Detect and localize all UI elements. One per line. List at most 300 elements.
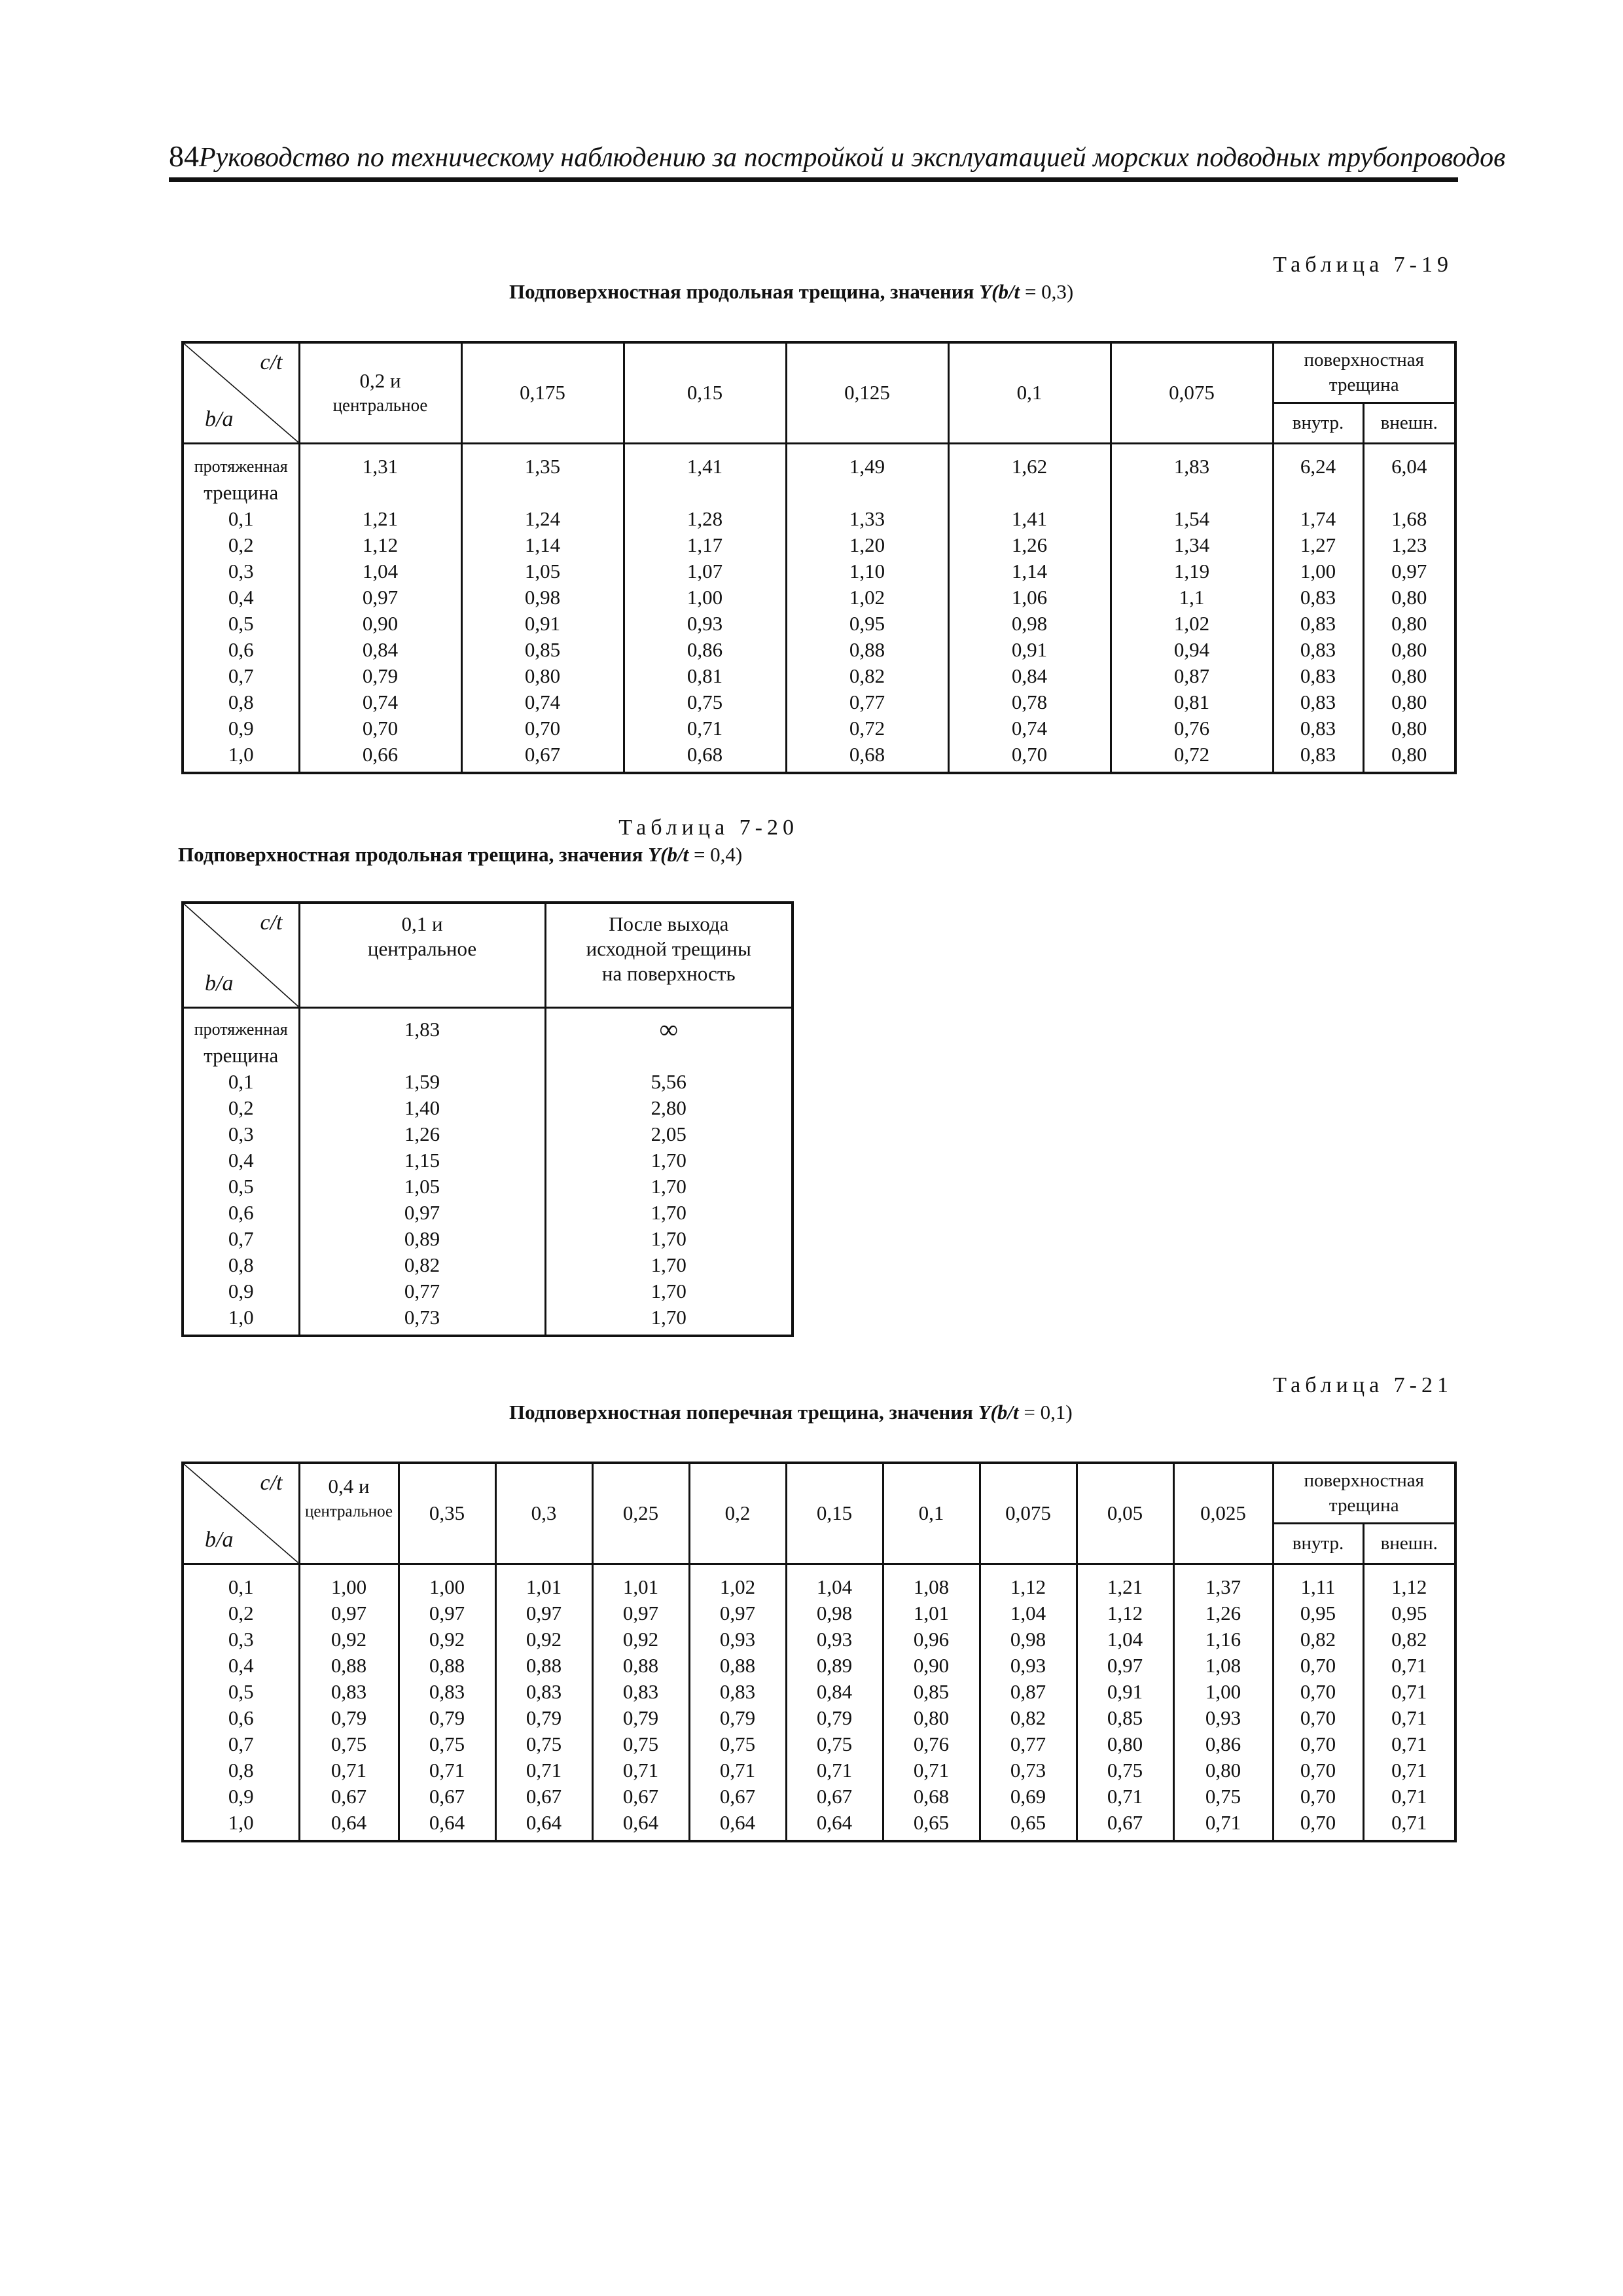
cell: 0,83 — [1273, 637, 1363, 663]
table-row — [183, 1121, 793, 1147]
cell: 1,00 — [399, 1564, 495, 1600]
cell: 1,05 — [461, 558, 624, 584]
surface-line2: трещина — [1329, 1495, 1399, 1516]
cell: 0,92 — [495, 1626, 592, 1653]
cell: 0,71 — [1363, 1653, 1455, 1679]
cell: 0,87 — [980, 1679, 1077, 1705]
cell: 1,02 — [689, 1564, 786, 1600]
cell: 1,20 — [786, 532, 948, 558]
cell: 1,16 — [1173, 1626, 1273, 1653]
cell: 1,04 — [299, 558, 461, 584]
cell: 0,71 — [1363, 1731, 1455, 1757]
cell: 6,24 — [1273, 443, 1363, 506]
table-19-title-y: Y(b/t — [979, 280, 1020, 303]
cell: 0,81 — [624, 663, 786, 689]
ct-label: c/t — [260, 350, 283, 374]
table-row — [183, 1600, 1455, 1626]
header-diagonal-cell — [183, 342, 299, 443]
table-row — [183, 1784, 1455, 1810]
ct-label: c/t — [260, 910, 283, 935]
cell: 1,70 — [545, 1304, 793, 1336]
cell: 0,67 — [495, 1784, 592, 1810]
row-label: 0,6 — [183, 1200, 299, 1226]
cell: 1,40 — [299, 1095, 545, 1121]
cell: 0,75 — [399, 1731, 495, 1757]
table-19 — [181, 341, 1457, 774]
cell: 0,86 — [1173, 1731, 1273, 1757]
cell: 0,73 — [980, 1757, 1077, 1784]
cell: 0,78 — [948, 689, 1111, 715]
cell: 1,70 — [545, 1252, 793, 1278]
table-row — [183, 1278, 793, 1304]
cell: 0,71 — [1363, 1810, 1455, 1841]
cell: 0,71 — [495, 1757, 592, 1784]
cell: 0,69 — [980, 1784, 1077, 1810]
row-label: 0,5 — [183, 611, 299, 637]
cell: 0,91 — [1077, 1679, 1173, 1705]
cell: 0,98 — [980, 1626, 1077, 1653]
cell: 1,70 — [545, 1226, 793, 1252]
table-row — [183, 1200, 793, 1226]
table-row — [183, 1226, 793, 1252]
row-label: 0,5 — [183, 1174, 299, 1200]
cell: 0,83 — [1273, 584, 1363, 611]
cell: 0,97 — [1077, 1653, 1173, 1679]
cell: 2,80 — [545, 1095, 793, 1121]
row-label: 0,5 — [183, 1679, 299, 1705]
cell: 0,75 — [592, 1731, 689, 1757]
cell: 0,97 — [299, 584, 461, 611]
cell: 0,93 — [689, 1626, 786, 1653]
cell: 0,70 — [1273, 1810, 1363, 1841]
cell: 1,04 — [980, 1600, 1077, 1626]
cell: 0,81 — [1111, 689, 1273, 715]
table-20-title-y: Y(b/t — [648, 843, 689, 866]
cell: 0,71 — [786, 1757, 883, 1784]
col-header: 0,1 — [948, 342, 1111, 443]
cell: 0,88 — [495, 1653, 592, 1679]
cell: 1,33 — [786, 506, 948, 532]
table-row — [183, 506, 1455, 532]
cell: 0,83 — [1273, 689, 1363, 715]
cell: 0,66 — [299, 742, 461, 773]
col-header: 0,175 — [461, 342, 624, 443]
cell: 0,80 — [1363, 715, 1455, 742]
cell: 0,75 — [1077, 1757, 1173, 1784]
cell: 0,93 — [980, 1653, 1077, 1679]
cell: 1,70 — [545, 1278, 793, 1304]
cell: 0,79 — [399, 1705, 495, 1731]
cell: 0,76 — [1111, 715, 1273, 742]
cell: 0,75 — [786, 1731, 883, 1757]
page-header — [169, 139, 1506, 182]
cell: 1,49 — [786, 443, 948, 506]
surface-crack-header — [1273, 342, 1455, 403]
cell: 1,70 — [545, 1174, 793, 1200]
cell: 1,02 — [1111, 611, 1273, 637]
cell: 0,92 — [299, 1626, 399, 1653]
cell: 0,85 — [883, 1679, 980, 1705]
cell: 0,79 — [299, 663, 461, 689]
col-header: 0,05 — [1077, 1463, 1173, 1564]
row-label: 0,8 — [183, 689, 299, 715]
inner-header: внутр. — [1273, 403, 1363, 443]
cell: 0,70 — [461, 715, 624, 742]
table-row — [183, 1304, 793, 1336]
table-21-title-value: = 0,1) — [1018, 1401, 1073, 1424]
cell: 0,79 — [786, 1705, 883, 1731]
cell: 1,14 — [461, 532, 624, 558]
table-21-title-text: Подповерхностная поперечная трещина, значения — [509, 1401, 978, 1424]
cell: 0,82 — [1363, 1626, 1455, 1653]
table-row — [183, 637, 1455, 663]
cell: 0,90 — [299, 611, 461, 637]
cell: 0,71 — [592, 1757, 689, 1784]
col-header: 0,075 — [980, 1463, 1077, 1564]
cell: 1,74 — [1273, 506, 1363, 532]
cell: 0,71 — [399, 1757, 495, 1784]
row-label: 0,1 — [183, 1069, 299, 1095]
row-label: 1,0 — [183, 1810, 299, 1841]
cell: 0,74 — [299, 689, 461, 715]
table-20-caption: Таблица 7-20 — [618, 816, 798, 840]
cell: 1,11 — [1273, 1564, 1363, 1600]
cell: 0,84 — [948, 663, 1111, 689]
table-20-title — [178, 843, 742, 867]
cell: 1,21 — [1077, 1564, 1173, 1600]
cell: 0,79 — [689, 1705, 786, 1731]
cell: 1,21 — [299, 506, 461, 532]
table-19-title-text: Подповерхностная продольная трещина, значения — [509, 280, 980, 303]
table-row — [183, 611, 1455, 637]
col-first-line2: центральное — [332, 395, 428, 415]
cell: 0,98 — [461, 584, 624, 611]
row-label: 0,4 — [183, 584, 299, 611]
header-diagonal-cell — [183, 903, 299, 1007]
table-row — [183, 1174, 793, 1200]
cell: 0,87 — [1111, 663, 1273, 689]
cell: 1,83 — [1111, 443, 1273, 506]
cell: 1,01 — [883, 1600, 980, 1626]
cell: 0,96 — [883, 1626, 980, 1653]
cell: 1,26 — [948, 532, 1111, 558]
cell: 0,82 — [786, 663, 948, 689]
header-diagonal-cell — [183, 1463, 299, 1564]
infinity-cell: ∞ — [545, 1007, 793, 1069]
cell: 0,83 — [495, 1679, 592, 1705]
cell: 0,71 — [1173, 1810, 1273, 1841]
cell: 0,75 — [689, 1731, 786, 1757]
cell: 0,77 — [786, 689, 948, 715]
cell: 0,71 — [1363, 1679, 1455, 1705]
cell: 1,05 — [299, 1174, 545, 1200]
extended-line2: трещина — [204, 1043, 279, 1067]
cell: 0,82 — [980, 1705, 1077, 1731]
col-header: 0,075 — [1111, 342, 1273, 443]
row-label: 0,4 — [183, 1147, 299, 1174]
cell: 0,75 — [495, 1731, 592, 1757]
cell: 1,1 — [1111, 584, 1273, 611]
cell: 0,68 — [883, 1784, 980, 1810]
cell: 0,67 — [1077, 1810, 1173, 1841]
row-label: 0,2 — [183, 1095, 299, 1121]
cell: 0,70 — [1273, 1784, 1363, 1810]
table-19-title-value: = 0,3) — [1020, 280, 1074, 303]
surface-line2: трещина — [1329, 374, 1399, 396]
cell: 6,04 — [1363, 443, 1455, 506]
cell: 1,34 — [1111, 532, 1273, 558]
table-row — [183, 1007, 793, 1069]
cell: 0,79 — [495, 1705, 592, 1731]
cell: 1,15 — [299, 1147, 545, 1174]
cell: 1,41 — [948, 506, 1111, 532]
table-20-body — [183, 1007, 793, 1336]
cell: 0,71 — [1077, 1784, 1173, 1810]
cell: 0,85 — [1077, 1705, 1173, 1731]
cell: 0,88 — [399, 1653, 495, 1679]
cell: 0,82 — [1273, 1626, 1363, 1653]
ba-label: b/a — [205, 971, 234, 996]
row-label: 1,0 — [183, 1304, 299, 1336]
row-label: 0,7 — [183, 663, 299, 689]
table-row — [183, 663, 1455, 689]
cell: 0,86 — [624, 637, 786, 663]
cell: 0,92 — [399, 1626, 495, 1653]
cell: 1,70 — [545, 1147, 793, 1174]
table-20-title-value: = 0,4) — [688, 843, 743, 866]
table-row — [183, 1679, 1455, 1705]
cell: 0,72 — [786, 715, 948, 742]
cell: 1,19 — [1111, 558, 1273, 584]
col-header: 0,15 — [624, 342, 786, 443]
row-label: 1,0 — [183, 742, 299, 773]
ba-label: b/a — [205, 1527, 234, 1552]
row-label: 0,7 — [183, 1731, 299, 1757]
cell: 0,93 — [624, 611, 786, 637]
cell: 0,85 — [461, 637, 624, 663]
cell: 0,70 — [1273, 1653, 1363, 1679]
cell: 1,68 — [1363, 506, 1455, 532]
table-20 — [181, 901, 794, 1337]
cell: 0,92 — [592, 1626, 689, 1653]
cell: 0,67 — [399, 1784, 495, 1810]
cell: 1,08 — [1173, 1653, 1273, 1679]
cell: 0,93 — [786, 1626, 883, 1653]
cell: 0,67 — [461, 742, 624, 773]
outer-header: внешн. — [1363, 1523, 1455, 1564]
cell: 0,71 — [299, 1757, 399, 1784]
cell: 1,37 — [1173, 1564, 1273, 1600]
cell: 0,97 — [495, 1600, 592, 1626]
cell: 0,97 — [592, 1600, 689, 1626]
cell: 0,98 — [948, 611, 1111, 637]
cell: 0,97 — [1363, 558, 1455, 584]
cell: 1,12 — [980, 1564, 1077, 1600]
cell: 0,89 — [786, 1653, 883, 1679]
table-21-caption: Таблица 7-21 — [1273, 1373, 1453, 1397]
cell: 0,73 — [299, 1304, 545, 1336]
surface-line1: поверхностная — [1304, 350, 1424, 371]
inner-header: внутр. — [1273, 1523, 1363, 1564]
row-label — [183, 1007, 299, 1069]
row-label: 0,2 — [183, 1600, 299, 1626]
cell: 0,90 — [883, 1653, 980, 1679]
cell: 0,74 — [948, 715, 1111, 742]
cell: 0,80 — [1077, 1731, 1173, 1757]
cell: 0,70 — [1273, 1679, 1363, 1705]
surface-crack-header — [1273, 1463, 1455, 1523]
col-1-line1: 0,1 и — [401, 912, 443, 935]
cell: 0,67 — [299, 1784, 399, 1810]
cell: 1,00 — [1173, 1679, 1273, 1705]
extended-line1: протяженная — [194, 456, 288, 476]
cell: 0,82 — [299, 1252, 545, 1278]
cell: 0,84 — [299, 637, 461, 663]
cell: 1,27 — [1273, 532, 1363, 558]
col-1-line2: центральное — [367, 937, 477, 960]
page-number: 84 — [169, 139, 199, 173]
running-title: Руководство по техническому наблюдению за постройкой и эксплуатацией морских подводных трубопроводов — [199, 143, 1506, 173]
row-label: 0,8 — [183, 1757, 299, 1784]
cell: 1,41 — [624, 443, 786, 506]
cell: 0,64 — [299, 1810, 399, 1841]
row-label: 0,1 — [183, 506, 299, 532]
cell: 0,74 — [461, 689, 624, 715]
cell: 0,95 — [1363, 1600, 1455, 1626]
cell: 0,83 — [1273, 742, 1363, 773]
cell: 1,08 — [883, 1564, 980, 1600]
table-19-caption: Таблица 7-19 — [1273, 253, 1453, 277]
table-row — [183, 1147, 793, 1174]
cell: 0,65 — [883, 1810, 980, 1841]
cell: 1,01 — [592, 1564, 689, 1600]
cell: 0,67 — [689, 1784, 786, 1810]
cell: 0,64 — [495, 1810, 592, 1841]
cell: 2,05 — [545, 1121, 793, 1147]
cell: 1,12 — [299, 532, 461, 558]
cell: 0,65 — [980, 1810, 1077, 1841]
cell: 0,97 — [299, 1200, 545, 1226]
table-21 — [181, 1462, 1457, 1842]
table-21-body — [183, 1564, 1455, 1841]
row-label: 0,8 — [183, 1252, 299, 1278]
cell: 0,91 — [461, 611, 624, 637]
cell: 0,88 — [786, 637, 948, 663]
cell: 0,64 — [689, 1810, 786, 1841]
col-header: 0,3 — [495, 1463, 592, 1564]
cell: 0,83 — [689, 1679, 786, 1705]
table-row — [183, 1653, 1455, 1679]
row-label: 0,1 — [183, 1564, 299, 1600]
row-label: 0,9 — [183, 1784, 299, 1810]
table-row — [183, 1757, 1455, 1784]
cell: 0,95 — [1273, 1600, 1363, 1626]
cell: 0,79 — [299, 1705, 399, 1731]
cell: 1,01 — [495, 1564, 592, 1600]
cell: 0,80 — [1363, 742, 1455, 773]
cell: 0,97 — [299, 1600, 399, 1626]
cell: 1,17 — [624, 532, 786, 558]
cell: 1,59 — [299, 1069, 545, 1095]
cell: 1,14 — [948, 558, 1111, 584]
cell: 0,80 — [1173, 1757, 1273, 1784]
col-2-line2: исходной трещины — [586, 937, 751, 960]
row-label: 0,9 — [183, 715, 299, 742]
cell: 0,71 — [624, 715, 786, 742]
cell: 1,26 — [299, 1121, 545, 1147]
cell: 0,71 — [883, 1757, 980, 1784]
table-row — [183, 742, 1455, 773]
table-row — [183, 1564, 1455, 1600]
cell: 0,79 — [592, 1705, 689, 1731]
table-19-body — [183, 443, 1455, 773]
cell: 1,70 — [545, 1200, 793, 1226]
col-header: 0,25 — [592, 1463, 689, 1564]
cell: 0,71 — [1363, 1757, 1455, 1784]
col-header-first — [299, 342, 461, 443]
cell: 0,75 — [299, 1731, 399, 1757]
cell: 0,70 — [948, 742, 1111, 773]
col-header-first — [299, 903, 545, 1007]
row-label: 0,9 — [183, 1278, 299, 1304]
row-label: 0,3 — [183, 1121, 299, 1147]
cell: 0,64 — [399, 1810, 495, 1841]
col-header: 0,15 — [786, 1463, 883, 1564]
col-header-after-exit — [545, 903, 793, 1007]
table-row — [183, 715, 1455, 742]
cell: 0,83 — [399, 1679, 495, 1705]
cell: 1,26 — [1173, 1600, 1273, 1626]
cell: 1,02 — [786, 584, 948, 611]
cell: 1,31 — [299, 443, 461, 506]
cell: 0,83 — [1273, 611, 1363, 637]
row-label: 0,6 — [183, 637, 299, 663]
table-row — [183, 1705, 1455, 1731]
cell: 0,80 — [1363, 637, 1455, 663]
table-19-title — [509, 280, 1073, 304]
cell: 0,72 — [1111, 742, 1273, 773]
cell: 0,71 — [689, 1757, 786, 1784]
cell: 1,04 — [1077, 1626, 1173, 1653]
cell: 0,80 — [1363, 584, 1455, 611]
cell: 0,80 — [1363, 689, 1455, 715]
extended-line2: трещина — [204, 480, 279, 504]
row-label: 0,2 — [183, 532, 299, 558]
cell: 0,80 — [461, 663, 624, 689]
ct-label: c/t — [260, 1471, 283, 1495]
cell: 0,98 — [786, 1600, 883, 1626]
col-first-line1: 0,4 и — [328, 1475, 370, 1498]
table-21-title-y: Y(b/t — [978, 1401, 1019, 1424]
cell: 1,04 — [786, 1564, 883, 1600]
table-row — [183, 689, 1455, 715]
table-row — [183, 1731, 1455, 1757]
cell: 1,00 — [624, 584, 786, 611]
cell: 1,23 — [1363, 532, 1455, 558]
cell: 0,83 — [1273, 663, 1363, 689]
cell: 0,77 — [980, 1731, 1077, 1757]
table-row — [183, 1095, 793, 1121]
table-row — [183, 443, 1455, 506]
cell: 0,94 — [1111, 637, 1273, 663]
table-row — [183, 1069, 793, 1095]
cell: 0,70 — [1273, 1757, 1363, 1784]
cell: 0,80 — [1363, 663, 1455, 689]
table-row — [183, 532, 1455, 558]
cell: 0,67 — [592, 1784, 689, 1810]
cell: 0,83 — [299, 1679, 399, 1705]
col-first-line1: 0,2 и — [359, 368, 401, 392]
